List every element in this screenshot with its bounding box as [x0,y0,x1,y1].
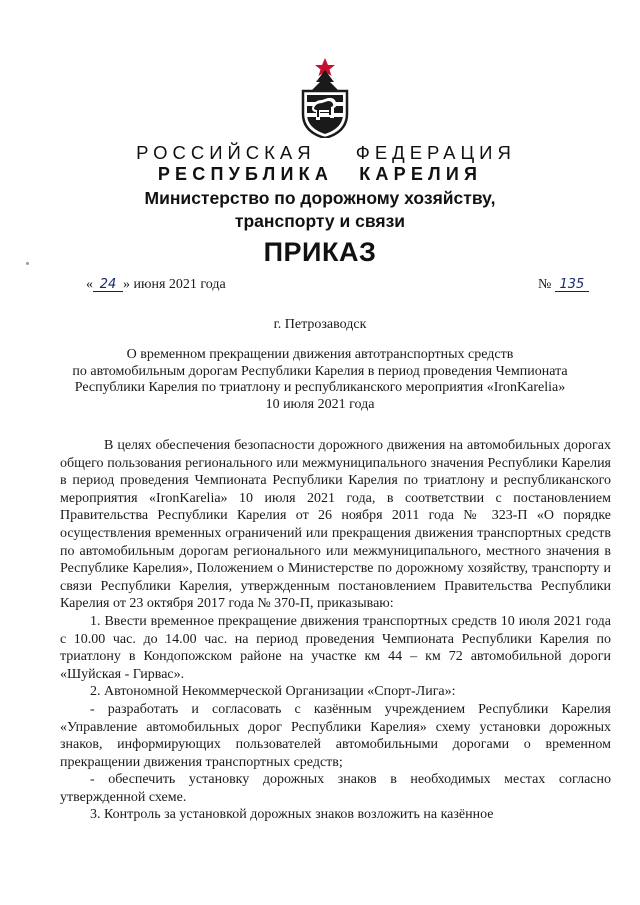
order-date [86,277,226,293]
date-rest: » июня 2021 года [123,277,226,292]
clause-2-item-1: - разработать и согласовать с казённым учреждением Республики Карелия «Управление автомобильных дорог Республики Карелия» схему установки дорожных знаков, информирующих пользователей автомобильными дорогами о временном прекращении движения транспортных средств; [60,701,611,770]
republic-title: РЕСПУБЛИКА КАРЕЛИЯ [157,164,483,184]
subject-line: Республики Карелия по триатлону и республиканского мероприятия «IronKarelia» [74,380,566,395]
clause-1-paragraph: 1. Ввести временное прекращение движения транспортных средств 10 июля 2021 года с 10.00 час. до 14.00 час. на период проведения Чемпионата Республики Карелия по триатлону в Кондопожском районе на участке км 44 – км 72 автомобильной дороги «Шуйская - Гирвас». [60,613,611,682]
number-value-handwritten: 135 [555,279,589,292]
order-subject [60,347,580,413]
city-line: г. Петрозаводск [273,317,367,332]
preamble-paragraph: В целях обеспечения безопасности дорожного движения на автомобильных дорогах общего пользования регионального или межмуниципального значения Республики Карелия в период проведения Чемпионата Республики Карелия по триатлону и республиканского мероприятия «IronKarelia» 10 июля 2021 года, в соответствии с постановлением Правительства Республики Карелия от 26 ноября 2011 года № 323-П «О порядке осуществления временных ограничений или прекращения движения транспортных средств по автомобильным дорогам регионального или межмуниципального, местного значения в Республике Карелия», Положением о Министерстве по дорожному хозяйству, транспорту и связи Республики Карелия, утвержденным постановлением Правительства Республики Карелия от 23 октября 2017 года № 370-П, приказываю: [60,438,611,612]
ministry-line-1: Министерство по дорожному хозяйству, [144,188,496,208]
order-number [538,277,589,293]
date-open-quote: « [86,277,93,292]
date-day-handwritten: 24 [93,279,123,292]
clause-2-item-2: - обеспечить установку дорожных знаков в необходимых местах согласно утвержденной схеме. [60,772,611,805]
scan-speck [26,262,29,265]
clause-2-paragraph: 2. Автономной Некоммерческой Организации «Спорт-Лига»: [90,684,456,700]
order-title: ПРИКАЗ [263,237,377,267]
subject-line: О временном прекращении движения автотранспортных средств [126,347,514,362]
number-prefix: № [538,277,552,292]
subject-line: 10 июля 2021 года [265,396,375,412]
country-title: РОССИЙСКАЯ ФЕДЕРАЦИЯ [136,142,516,163]
subject-line: по автомобильным дорогам Республики Карелия в период проведения Чемпионата [72,363,568,379]
clause-3-paragraph: 3. Контроль за установкой дорожных знаков возложить на казённое [90,807,494,823]
order-body [60,437,611,824]
karelia-coat-of-arms-icon [298,58,352,138]
ministry-line-2: транспорту и связи [234,211,406,231]
ministry-title [0,187,640,233]
